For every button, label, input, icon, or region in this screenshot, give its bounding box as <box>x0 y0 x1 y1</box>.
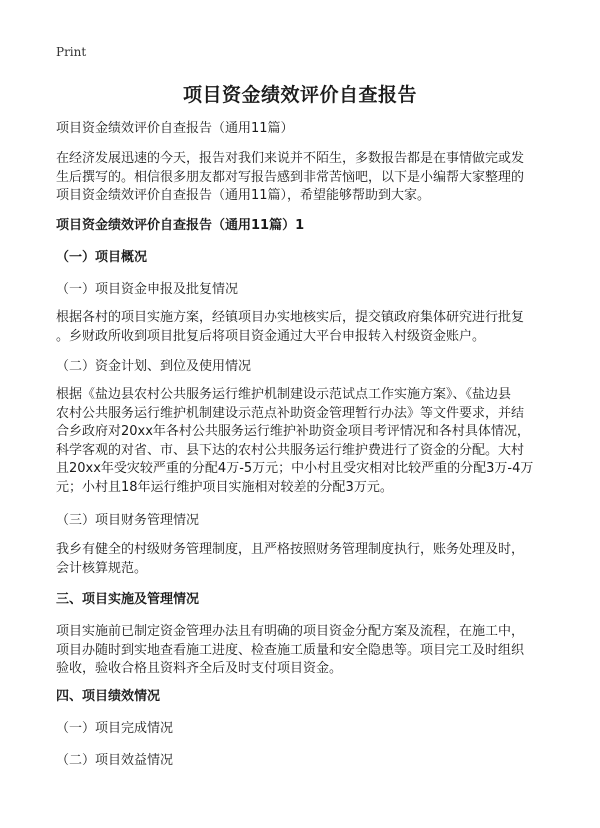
part-heading-performance: 四、项目绩效情况 <box>56 689 161 704</box>
text-line: 生后撰写的。相信很多朋友都对写报告感到非常苦恼吧，以下是小编帮大家整理的 <box>56 169 525 185</box>
text-line: 项目办随时到实地查看施工进度、检查施工质量和安全隐患等。项目完工及时组织 <box>56 642 525 658</box>
document-title: 项目资金绩效评价自查报告 <box>182 84 417 106</box>
text-line: 农村公共服务运行维护机制建设示范点补助资金管理暂行办法》等文件要求，并结 <box>56 405 525 421</box>
subheading-funding-plan: （二）资金计划、到位及使用情况 <box>56 359 252 374</box>
text-line: 合乡政府对20xx年各村公共服务运行维护补助资金项目考评情况和各村具体情况， <box>56 424 530 439</box>
text-line: 项目资金绩效评价自查报告（通用11篇），希望能够帮助到大家。 <box>56 188 431 203</box>
text-line: 。乡财政所收到项目批复后将项目资金通过大平台申报转入村级资金账户。 <box>56 328 486 344</box>
text-line: 元；小村且18年运行维护项目实施相对较差的分配3万元。 <box>56 479 393 495</box>
paragraph-finance-management <box>56 541 556 578</box>
subheading-finance-management: （三）项目财务管理情况 <box>56 513 200 528</box>
part-heading-implementation: 三、项目实施及管理情况 <box>56 592 200 607</box>
document-subtitle: 项目资金绩效评价自查报告（通用11篇） <box>56 121 294 136</box>
text-line: 根据《盐边县农村公共服务运行维护机制建设示范试点工作实施方案》、《盐边县 <box>56 387 512 402</box>
text-line: 我乡有健全的村级财务管理制度，且严格按照财务管理制度执行，账务处理及时， <box>56 542 525 557</box>
paragraph-funding-approval <box>56 309 556 346</box>
print-link[interactable]: Print <box>56 45 87 59</box>
text-line: 在经济发展迅速的今天，报告对我们来说并不陌生，多数报告都是在事情做完或发 <box>56 151 525 166</box>
text-line: 且20xx年受灾较严重的分配4万-5万元；中小村且受灾相对比较严重的分配3万-4万 <box>56 461 534 476</box>
intro-paragraph <box>56 150 556 206</box>
text-line: 项目实施前已制定资金管理办法且有明确的项目资金分配方案及流程，在施工中， <box>56 624 525 639</box>
paragraph-funding-plan <box>56 386 556 497</box>
text-line: 根据各村的项目实施方案，经镇项目办实地核实后，提交镇政府集体研究进行批复 <box>56 310 525 325</box>
paragraph-implementation <box>56 623 556 679</box>
text-line: 会计核算规范。 <box>56 560 148 576</box>
text-line: 科学客观的对省、市、县下达的农村公共服务运行维护费进行了资金的分配。大村 <box>56 442 525 458</box>
subheading-funding-approval: （一）项目资金申报及批复情况 <box>56 282 239 297</box>
subheading-completion: （一）项目完成情况 <box>56 721 174 736</box>
part-heading-overview: （一）项目概况 <box>56 250 148 265</box>
section-heading: 项目资金绩效评价自查报告（通用11篇）1 <box>56 218 305 233</box>
text-line: 验收，验收合格且资料齐全后及时支付项目资金。 <box>56 661 343 676</box>
subheading-benefits: （二）项目效益情况 <box>56 753 174 768</box>
